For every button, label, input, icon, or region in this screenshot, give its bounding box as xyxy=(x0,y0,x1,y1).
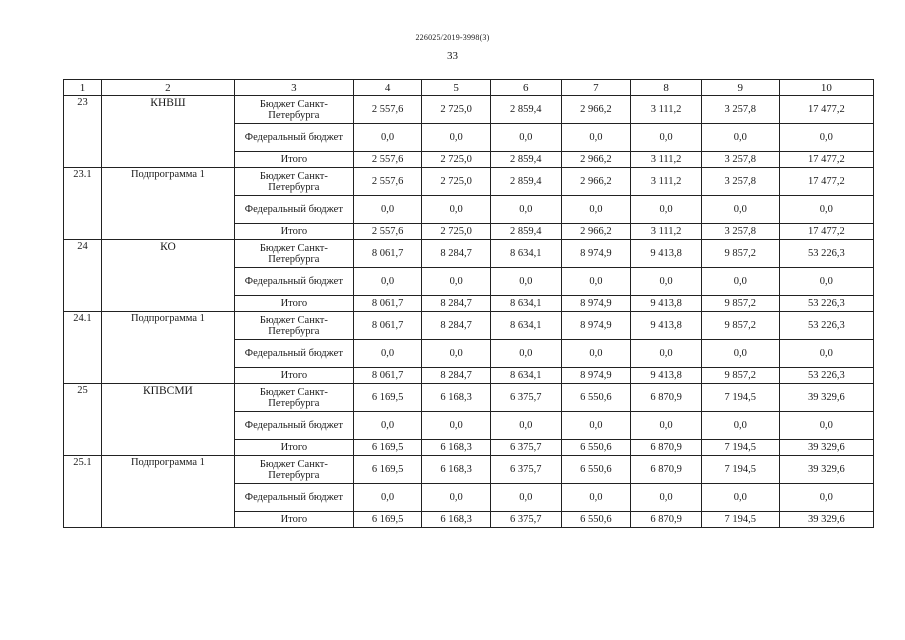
value-cell: 8 634,1 xyxy=(490,296,561,312)
executor-name: Подпрограмма 1 xyxy=(101,456,234,528)
value-cell: 8 634,1 xyxy=(490,312,561,340)
value-cell: 0,0 xyxy=(631,268,702,296)
value-cell: 2 859,4 xyxy=(490,168,561,196)
value-cell: 0,0 xyxy=(631,196,702,224)
value-cell: 8 061,7 xyxy=(353,240,422,268)
column-header: 1 xyxy=(64,80,102,96)
funding-source: Бюджет Санкт-Петербурга xyxy=(234,384,353,412)
table-body xyxy=(64,96,874,528)
row-number: 23.1 xyxy=(64,168,102,240)
value-cell: 0,0 xyxy=(561,124,631,152)
value-cell: 7 194,5 xyxy=(701,456,779,484)
value-cell: 6 550,6 xyxy=(561,440,631,456)
value-cell: 0,0 xyxy=(701,124,779,152)
value-cell: 8 061,7 xyxy=(353,312,422,340)
value-cell: 8 284,7 xyxy=(422,296,491,312)
value-cell: 2 859,4 xyxy=(490,224,561,240)
value-cell: 6 168,3 xyxy=(422,384,491,412)
value-cell: 2 557,6 xyxy=(353,96,422,124)
total-value-cell: 0,0 xyxy=(779,124,873,152)
value-cell: 9 413,8 xyxy=(631,240,702,268)
value-cell: 2 966,2 xyxy=(561,168,631,196)
value-cell: 0,0 xyxy=(561,340,631,368)
value-cell: 6 375,7 xyxy=(490,384,561,412)
column-header: 2 xyxy=(101,80,234,96)
value-cell: 8 284,7 xyxy=(422,312,491,340)
page-number: 33 xyxy=(447,50,458,62)
value-cell: 0,0 xyxy=(353,412,422,440)
value-cell: 2 557,6 xyxy=(353,152,422,168)
table-row xyxy=(64,96,874,124)
value-cell: 6 375,7 xyxy=(490,512,561,528)
funding-source: Итого xyxy=(234,368,353,384)
value-cell: 8 974,9 xyxy=(561,296,631,312)
funding-source: Федеральный бюджет xyxy=(234,196,353,224)
value-cell: 6 550,6 xyxy=(561,384,631,412)
value-cell: 2 557,6 xyxy=(353,224,422,240)
value-cell: 0,0 xyxy=(631,340,702,368)
value-cell: 8 974,9 xyxy=(561,240,631,268)
value-cell: 0,0 xyxy=(701,340,779,368)
value-cell: 3 257,8 xyxy=(701,152,779,168)
value-cell: 0,0 xyxy=(422,340,491,368)
column-header: 9 xyxy=(701,80,779,96)
row-number: 25.1 xyxy=(64,456,102,528)
value-cell: 6 870,9 xyxy=(631,384,702,412)
value-cell: 0,0 xyxy=(490,340,561,368)
column-header: 8 xyxy=(631,80,702,96)
table-row xyxy=(64,168,874,196)
total-value-cell: 39 329,6 xyxy=(779,440,873,456)
value-cell: 8 284,7 xyxy=(422,368,491,384)
total-value-cell: 17 477,2 xyxy=(779,152,873,168)
row-number: 24 xyxy=(64,240,102,312)
column-header: 7 xyxy=(561,80,631,96)
value-cell: 6 169,5 xyxy=(353,384,422,412)
value-cell: 2 859,4 xyxy=(490,152,561,168)
value-cell: 2 725,0 xyxy=(422,152,491,168)
value-cell: 3 257,8 xyxy=(701,96,779,124)
value-cell: 2 557,6 xyxy=(353,168,422,196)
value-cell: 0,0 xyxy=(490,196,561,224)
funding-source: Федеральный бюджет xyxy=(234,268,353,296)
row-number: 25 xyxy=(64,384,102,456)
value-cell: 0,0 xyxy=(701,484,779,512)
value-cell: 0,0 xyxy=(353,484,422,512)
funding-source: Бюджет Санкт-Петербурга xyxy=(234,456,353,484)
total-value-cell: 0,0 xyxy=(779,196,873,224)
table-row xyxy=(64,384,874,412)
header-row xyxy=(64,80,874,96)
value-cell: 0,0 xyxy=(561,412,631,440)
value-cell: 6 870,9 xyxy=(631,512,702,528)
budget-table xyxy=(63,79,874,528)
value-cell: 6 375,7 xyxy=(490,456,561,484)
value-cell: 6 870,9 xyxy=(631,456,702,484)
value-cell: 0,0 xyxy=(490,268,561,296)
value-cell: 8 061,7 xyxy=(353,296,422,312)
value-cell: 0,0 xyxy=(353,124,422,152)
total-value-cell: 39 329,6 xyxy=(779,456,873,484)
value-cell: 0,0 xyxy=(561,196,631,224)
value-cell: 0,0 xyxy=(490,484,561,512)
executor-name: КО xyxy=(101,240,234,312)
value-cell: 6 375,7 xyxy=(490,440,561,456)
value-cell: 8 974,9 xyxy=(561,312,631,340)
funding-source: Бюджет Санкт-Петербурга xyxy=(234,96,353,124)
table-row xyxy=(64,240,874,268)
value-cell: 7 194,5 xyxy=(701,384,779,412)
value-cell: 9 413,8 xyxy=(631,312,702,340)
funding-source: Итого xyxy=(234,512,353,528)
value-cell: 7 194,5 xyxy=(701,440,779,456)
value-cell: 3 111,2 xyxy=(631,224,702,240)
value-cell: 7 194,5 xyxy=(701,512,779,528)
funding-source: Итого xyxy=(234,152,353,168)
value-cell: 6 169,5 xyxy=(353,440,422,456)
funding-source: Бюджет Санкт-Петербурга xyxy=(234,168,353,196)
total-value-cell: 53 226,3 xyxy=(779,312,873,340)
value-cell: 9 857,2 xyxy=(701,312,779,340)
total-value-cell: 17 477,2 xyxy=(779,224,873,240)
funding-source: Итого xyxy=(234,440,353,456)
value-cell: 0,0 xyxy=(422,196,491,224)
value-cell: 0,0 xyxy=(422,124,491,152)
value-cell: 0,0 xyxy=(701,412,779,440)
value-cell: 6 168,3 xyxy=(422,456,491,484)
value-cell: 6 168,3 xyxy=(422,512,491,528)
value-cell: 0,0 xyxy=(353,340,422,368)
value-cell: 0,0 xyxy=(631,484,702,512)
value-cell: 3 257,8 xyxy=(701,224,779,240)
value-cell: 0,0 xyxy=(490,412,561,440)
value-cell: 8 634,1 xyxy=(490,368,561,384)
column-header: 4 xyxy=(353,80,422,96)
funding-source: Бюджет Санкт-Петербурга xyxy=(234,312,353,340)
column-header: 10 xyxy=(779,80,873,96)
value-cell: 8 974,9 xyxy=(561,368,631,384)
value-cell: 9 857,2 xyxy=(701,240,779,268)
value-cell: 3 111,2 xyxy=(631,96,702,124)
total-value-cell: 0,0 xyxy=(779,340,873,368)
funding-source: Федеральный бюджет xyxy=(234,412,353,440)
row-number: 24.1 xyxy=(64,312,102,384)
value-cell: 8 634,1 xyxy=(490,240,561,268)
value-cell: 8 061,7 xyxy=(353,368,422,384)
total-value-cell: 17 477,2 xyxy=(779,168,873,196)
value-cell: 0,0 xyxy=(422,412,491,440)
total-value-cell: 53 226,3 xyxy=(779,368,873,384)
value-cell: 2 966,2 xyxy=(561,224,631,240)
value-cell: 6 550,6 xyxy=(561,456,631,484)
value-cell: 6 550,6 xyxy=(561,512,631,528)
value-cell: 9 413,8 xyxy=(631,368,702,384)
document-id: 226025/2019-3998(3) xyxy=(415,33,490,42)
value-cell: 0,0 xyxy=(631,124,702,152)
total-value-cell: 0,0 xyxy=(779,484,873,512)
value-cell: 0,0 xyxy=(353,196,422,224)
value-cell: 2 859,4 xyxy=(490,96,561,124)
value-cell: 9 857,2 xyxy=(701,368,779,384)
total-value-cell: 53 226,3 xyxy=(779,240,873,268)
row-number: 23 xyxy=(64,96,102,168)
value-cell: 2 966,2 xyxy=(561,152,631,168)
value-cell: 0,0 xyxy=(422,268,491,296)
value-cell: 9 413,8 xyxy=(631,296,702,312)
value-cell: 2 725,0 xyxy=(422,224,491,240)
value-cell: 2 725,0 xyxy=(422,96,491,124)
value-cell: 3 111,2 xyxy=(631,152,702,168)
value-cell: 6 168,3 xyxy=(422,440,491,456)
value-cell: 2 725,0 xyxy=(422,168,491,196)
executor-name: КНВШ xyxy=(101,96,234,168)
executor-name: КПВСМИ xyxy=(101,384,234,456)
table-row xyxy=(64,312,874,340)
value-cell: 6 169,5 xyxy=(353,512,422,528)
column-header: 5 xyxy=(422,80,491,96)
funding-source: Итого xyxy=(234,224,353,240)
executor-name: Подпрограмма 1 xyxy=(101,168,234,240)
value-cell: 3 111,2 xyxy=(631,168,702,196)
column-header: 6 xyxy=(490,80,561,96)
value-cell: 0,0 xyxy=(353,268,422,296)
value-cell: 0,0 xyxy=(561,484,631,512)
executor-name: Подпрограмма 1 xyxy=(101,312,234,384)
value-cell: 8 284,7 xyxy=(422,240,491,268)
total-value-cell: 39 329,6 xyxy=(779,512,873,528)
total-value-cell: 39 329,6 xyxy=(779,384,873,412)
value-cell: 0,0 xyxy=(561,268,631,296)
value-cell: 6 870,9 xyxy=(631,440,702,456)
total-value-cell: 0,0 xyxy=(779,412,873,440)
funding-source: Федеральный бюджет xyxy=(234,340,353,368)
value-cell: 0,0 xyxy=(490,124,561,152)
total-value-cell: 53 226,3 xyxy=(779,296,873,312)
value-cell: 0,0 xyxy=(701,196,779,224)
value-cell: 3 257,8 xyxy=(701,168,779,196)
value-cell: 0,0 xyxy=(422,484,491,512)
total-value-cell: 0,0 xyxy=(779,268,873,296)
value-cell: 9 857,2 xyxy=(701,296,779,312)
funding-source: Федеральный бюджет xyxy=(234,484,353,512)
value-cell: 2 966,2 xyxy=(561,96,631,124)
funding-source: Итого xyxy=(234,296,353,312)
total-value-cell: 17 477,2 xyxy=(779,96,873,124)
funding-source: Бюджет Санкт-Петербурга xyxy=(234,240,353,268)
table-row xyxy=(64,456,874,484)
value-cell: 0,0 xyxy=(701,268,779,296)
value-cell: 6 169,5 xyxy=(353,456,422,484)
funding-source: Федеральный бюджет xyxy=(234,124,353,152)
value-cell: 0,0 xyxy=(631,412,702,440)
column-header: 3 xyxy=(234,80,353,96)
